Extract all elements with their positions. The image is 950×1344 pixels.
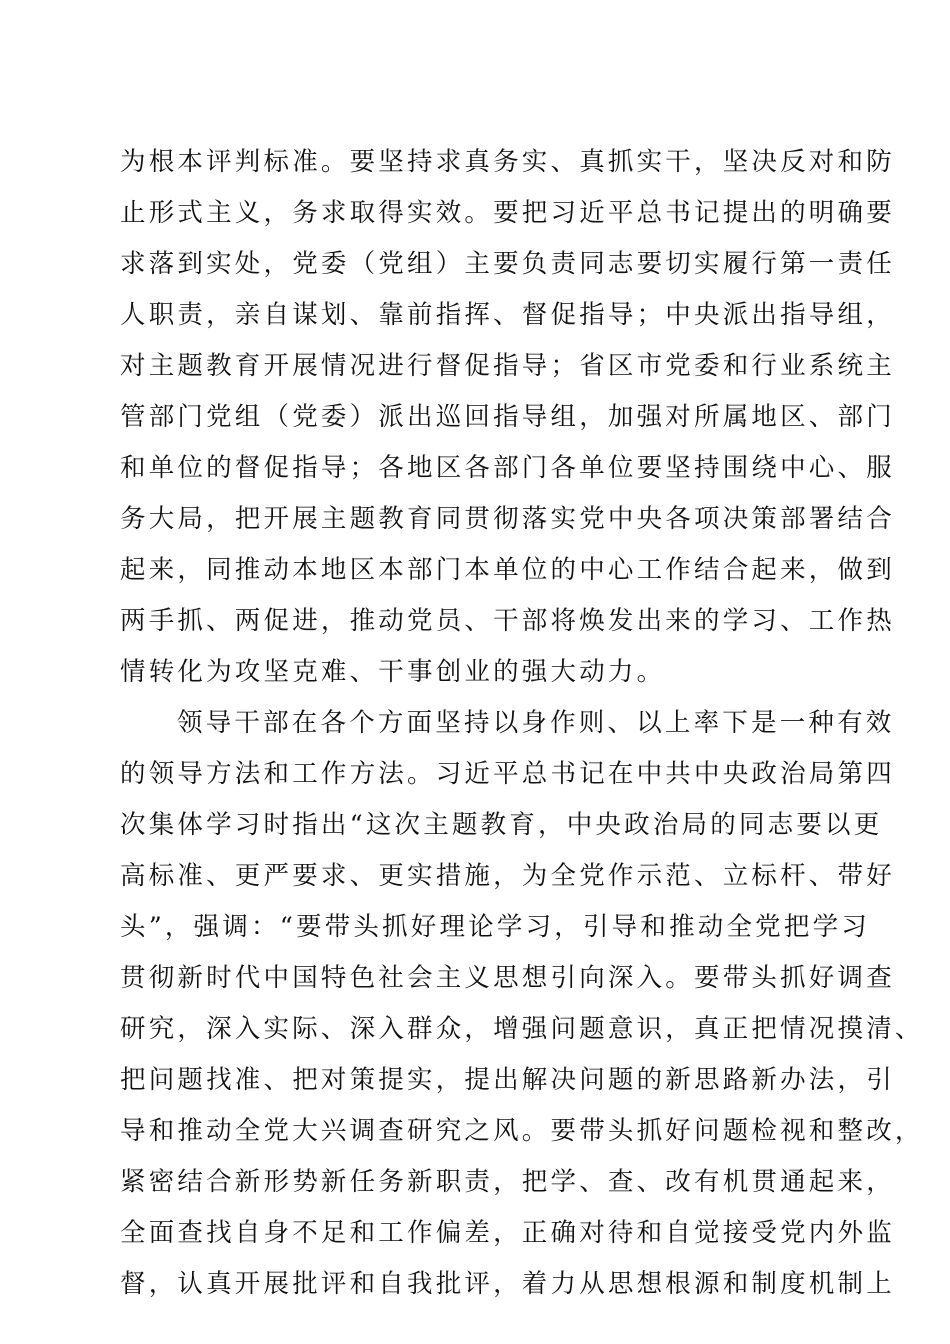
text-line: 起来，同推动本地区本部门本单位的中心工作结合起来，做到 — [120, 555, 895, 585]
text-line: 两手抓、两促进，推动党员、干部将焕发出来的学习、工作热 — [120, 606, 895, 636]
text-line: 紧密结合新形势新任务新职责，把学、查、改有机贯通起来， — [120, 1167, 895, 1197]
body-text — [120, 137, 924, 1310]
text-line: 情转化为攻坚克难、干事创业的强大动力。 — [120, 657, 666, 687]
text-line: 把问题找准、把对策提实，提出解决问题的新思路新办法，引 — [120, 1065, 895, 1095]
text-line: 人职责，亲自谋划、靠前指挥、督促指导；中央派出指导组， — [120, 300, 895, 330]
text-line: 的领导方法和工作方法。习近平总书记在中共中央政治局第四 — [120, 759, 895, 789]
paragraph-start-line: 领导干部在各个方面坚持以身作则、以上率下是一种有效 — [177, 708, 895, 738]
text-line: 高标准、更严要求、更实措施，为全党作示范、立标杆、带好 — [120, 861, 895, 891]
text-line: 导和推动全党大兴调查研究之风。要带头抓好问题检视和整改， — [120, 1116, 924, 1146]
text-line: 次集体学习时指出“这次主题教育，中央政治局的同志要以更 — [120, 810, 883, 840]
text-line: 求落到实处，党委（党组）主要负责同志要切实履行第一责任 — [120, 249, 895, 279]
text-line: 务大局，把开展主题教育同贯彻落实党中央各项决策部署结合 — [120, 504, 895, 534]
text-line: 督，认真开展批评和自我批评，着力从思想根源和制度机制上 — [120, 1269, 895, 1299]
text-line: 全面查找自身不足和工作偏差，正确对待和自觉接受党内外监 — [120, 1218, 895, 1248]
text-line: 对主题教育开展情况进行督促指导；省区市党委和行业系统主 — [120, 351, 895, 381]
text-line: 止形式主义，务求取得实效。要把习近平总书记提出的明确要 — [120, 198, 895, 228]
text-line: 研究，深入实际、深入群众，增强问题意识，真正把情况摸清、 — [120, 1014, 924, 1044]
text-line: 头”，强调：“要带头抓好理论学习，引导和推动全党把学习 — [120, 912, 870, 942]
text-line: 为根本评判标准。要坚持求真务实、真抓实干，坚决反对和防 — [120, 147, 895, 177]
text-line: 和单位的督促指导；各地区各部门各单位要坚持围绕中心、服 — [120, 453, 895, 483]
text-line: 贯彻新时代中国特色社会主义思想引向深入。要带头抓好调查 — [120, 963, 895, 993]
text-line: 管部门党组（党委）派出巡回指导组，加强对所属地区、部门 — [120, 402, 895, 432]
